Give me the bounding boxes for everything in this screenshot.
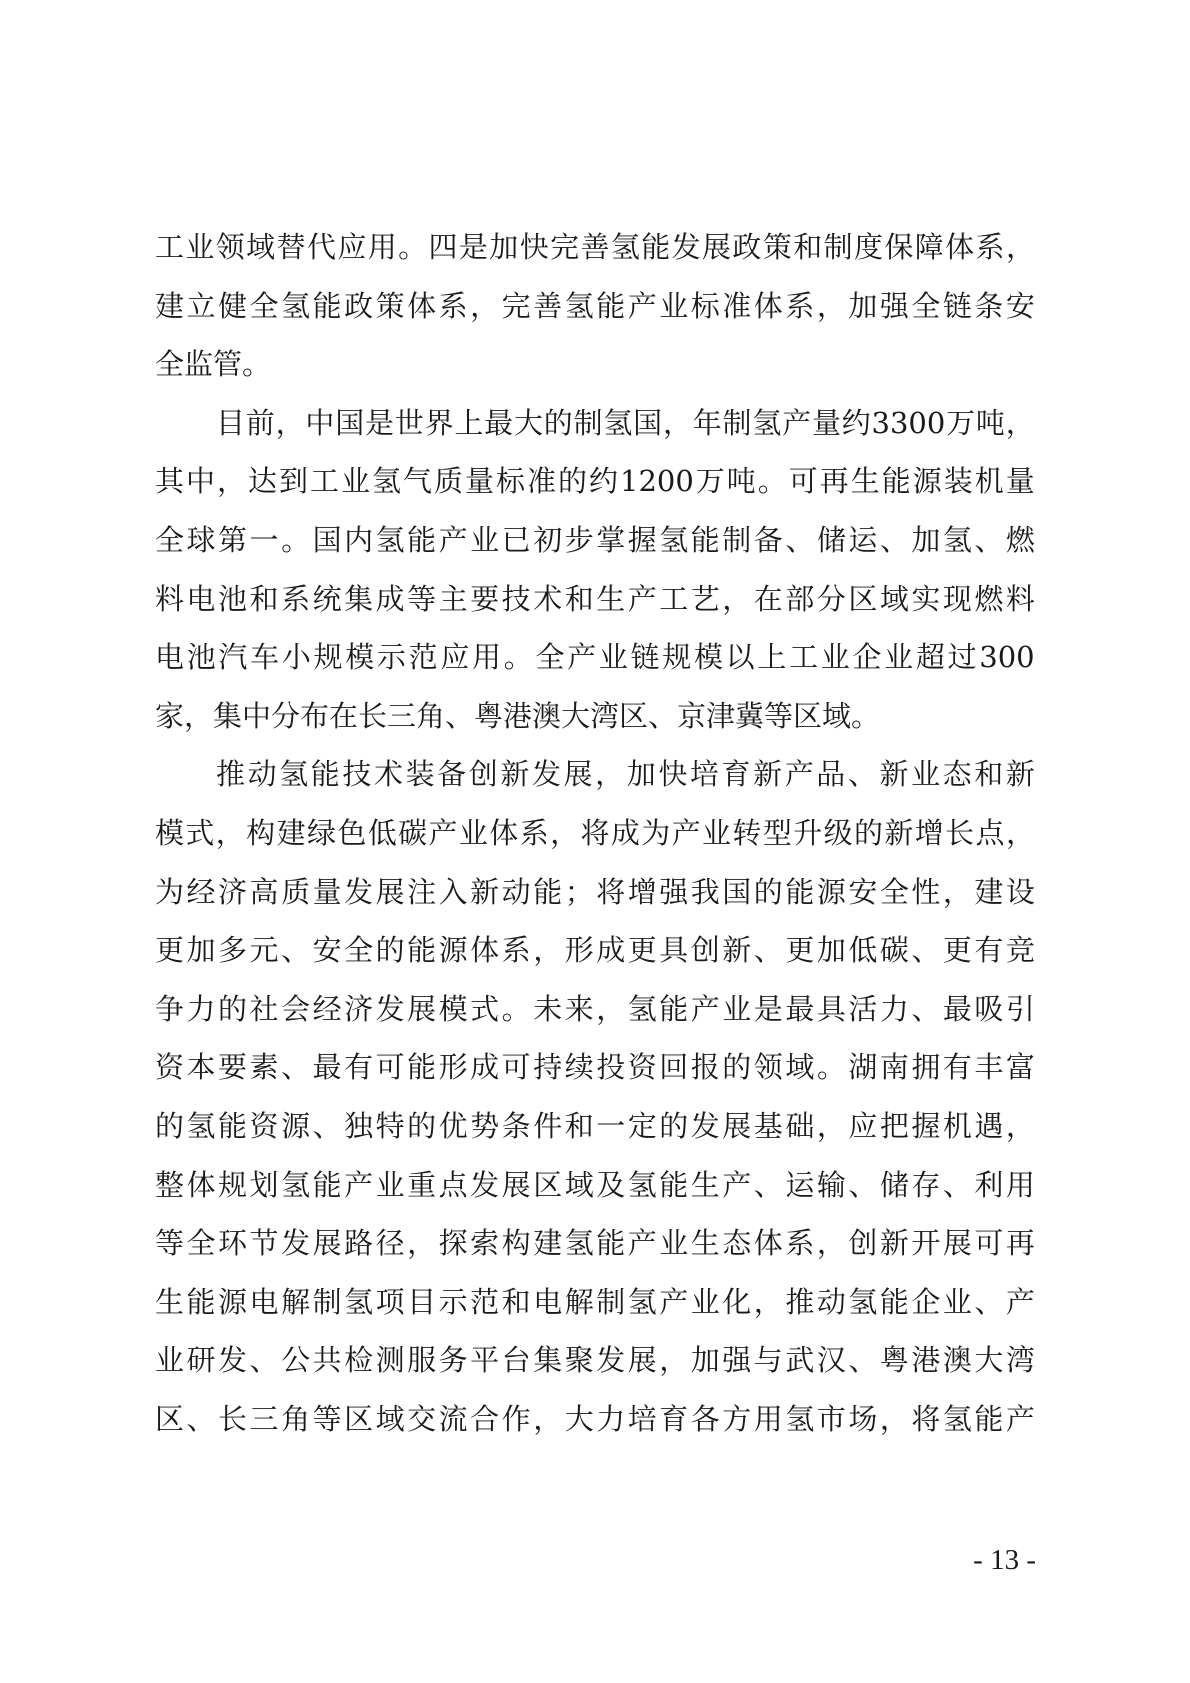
text-line: 料 电 池 和 系 统 集 成 等 主 要 技 术 和 生 产 工 艺 ， 在 部 分 区 域 实 现 燃 料: [155, 581, 1035, 616]
page-number: - 13 -: [973, 1544, 1036, 1576]
text-line: 其 中 ， 达 到 工 业 氢 气 质 量 标 准 的 约 1200 万 吨 。 可 再 生 能 源 装 机 量: [155, 464, 1035, 499]
text-line: 推 动 氢 能 技 术 装 备 创 新 发 展 ， 加 快 培 育 新 产 品 、 新 业 态 和 新: [216, 757, 1035, 792]
text-line: 全监管。: [155, 347, 272, 382]
text-line: 工 业 领 域 替 代 应 用 。 四 是 加 快 完 善 氢 能 发 展 政 策 和 制 度 保 障 体 系 ，: [155, 230, 1035, 264]
text-line: 家，集中分布在长三角、粤港澳大湾区、京津冀等区域。: [155, 698, 881, 733]
text-line: 等 全 环 节 发 展 路 径 ， 探 索 构 建 氢 能 产 业 生 态 体 系 ， 创 新 开 展 可 再: [155, 1226, 1035, 1261]
text-line: 为 经 济 高 质 量 发 展 注 入 新 动 能 ； 将 增 强 我 国 的 能 源 安 全 性 ， 建 设: [155, 874, 1035, 909]
text-line: 生 能 源 电 解 制 氢 项 目 示 范 和 电 解 制 氢 产 业 化 ， 推 动 氢 能 企 业 、 产: [155, 1284, 1035, 1319]
text-line: 目 前 ， 中 国 是 世 界 上 最 大 的 制 氢 国 ， 年 制 氢 产 量 约 3300 万 吨 ，: [216, 405, 1035, 440]
text-line: 业 研 发 、 公 共 检 测 服 务 平 台 集 聚 发 展 ， 加 强 与 武 汉 、 粤 港 澳 大 湾: [155, 1343, 1035, 1378]
body-text: [155, 218, 1035, 1448]
text-line: 建 立 健 全 氢 能 政 策 体 系 ， 完 善 氢 能 产 业 标 准 体 系 ， 加 强 全 链 条 安: [155, 288, 1035, 323]
text-line: 全 球 第 一 。 国 内 氢 能 产 业 已 初 步 掌 握 氢 能 制 备 、 储 运 、 加 氢 、 燃: [155, 522, 1035, 557]
text-line: 的 氢 能 资 源 、 独 特 的 优 势 条 件 和 一 定 的 发 展 基 础 ， 应 把 握 机 遇 ，: [155, 1108, 1035, 1143]
text-line: 争 力 的 社 会 经 济 发 展 模 式 。 未 来 ， 氢 能 产 业 是 最 具 活 力 、 最 吸 引: [155, 991, 1035, 1026]
text-line: 区 、 长 三 角 等 区 域 交 流 合 作 ， 大 力 培 育 各 方 用 氢 市 场 ， 将 氢 能 产: [155, 1401, 1035, 1436]
text-line: 整 体 规 划 氢 能 产 业 重 点 发 展 区 域 及 氢 能 生 产 、 运 输 、 储 存 、 利 用: [155, 1167, 1035, 1202]
text-line: 资 本 要 素 、 最 有 可 能 形 成 可 持 续 投 资 回 报 的 领 域 。 湖 南 拥 有 丰 富: [155, 1050, 1035, 1085]
text-line: 电 池 汽 车 小 规 模 示 范 应 用 。 全 产 业 链 规 模 以 上 工 业 企 业 超 过 300: [155, 640, 1035, 675]
text-line: 模 式 ， 构 建 绿 色 低 碳 产 业 体 系 ， 将 成 为 产 业 转 型 升 级 的 新 增 长 点 ，: [155, 815, 1035, 850]
text-line: 更 加 多 元 、 安 全 的 能 源 体 系 ， 形 成 更 具 创 新 、 更 加 低 碳 、 更 有 竞: [155, 933, 1035, 968]
